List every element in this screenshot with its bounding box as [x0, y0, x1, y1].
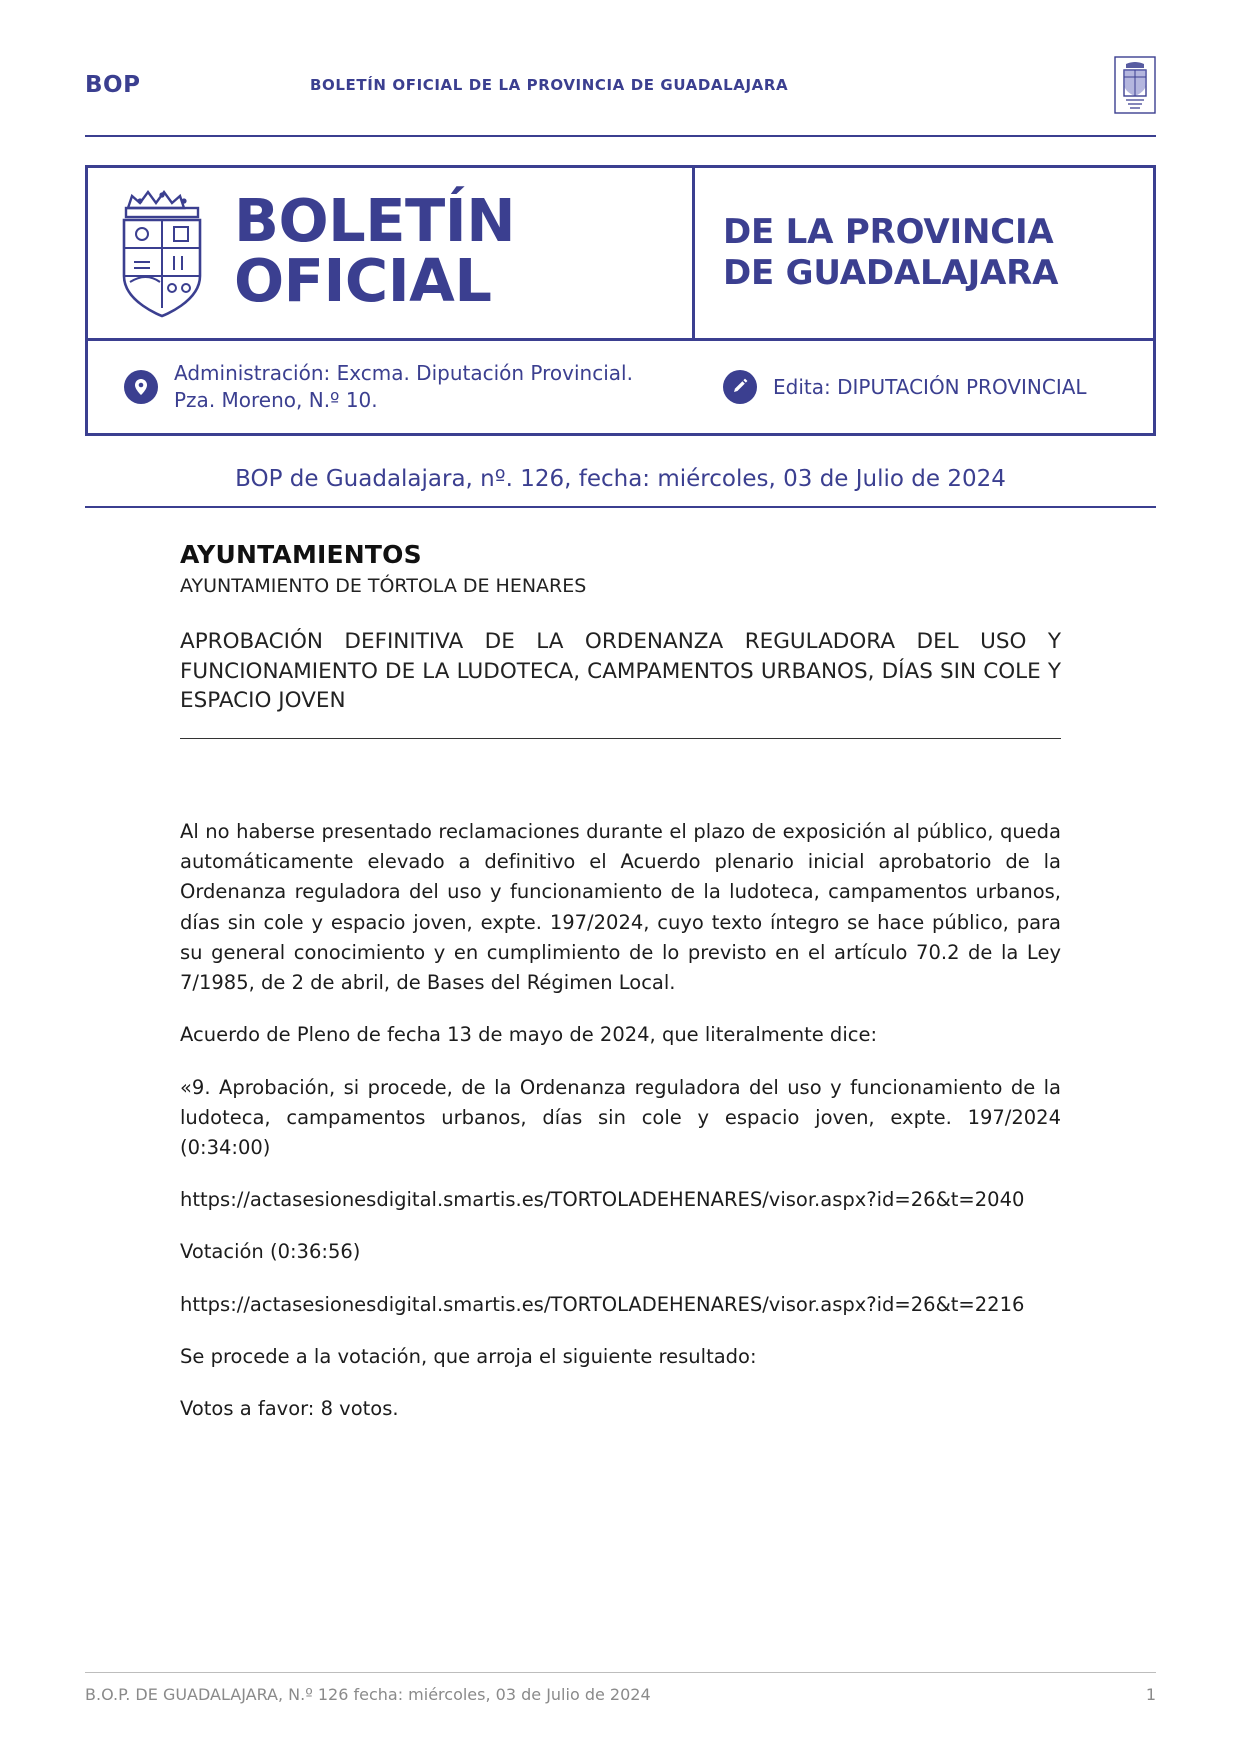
masthead-editor [695, 370, 1153, 404]
masthead-administration [88, 360, 695, 414]
header-divider [85, 135, 1156, 137]
title-divider [180, 738, 1061, 739]
admin-line-2: Pza. Moreno, N.º 10. [174, 388, 378, 412]
paragraph: Acuerdo de Pleno de fecha 13 de mayo de 2024, que literalmente dice: [180, 1023, 878, 1047]
masthead-editor-text: Edita: DIPUTACIÓN PROVINCIAL [773, 375, 1087, 399]
paragraph: Votos a favor: 8 votos. [180, 1397, 399, 1421]
masthead-box [85, 165, 1156, 436]
provincial-shield-icon [88, 168, 228, 338]
entity-name: AYUNTAMIENTO DE TÓRTOLA DE HENARES [180, 575, 587, 597]
footer-divider [85, 1672, 1156, 1673]
coat-of-arms-icon [1114, 56, 1156, 114]
paragraph: «9. Aprobación, si procede, de la Ordenanza reguladora del uso y funcionamiento de la ludoteca, campamentos urbanos, días sin cole y espacio joven, expte. 197/2024 (0:34:00) [180, 1075, 1061, 1159]
masthead-administration-text [174, 360, 633, 414]
footer-left-text: B.O.P. DE GUADALAJARA, N.º 126 fecha: miércoles, 03 de Julio de 2024 [85, 1685, 651, 1704]
masthead-boletin-line1: BOLETÍN [234, 185, 516, 255]
paragraph-url[interactable]: https://actasesionesdigital.smartis.es/TORTOLADEHENARES/visor.aspx?id=26&t=2040 [180, 1188, 1025, 1212]
paragraph-url[interactable]: https://actasesionesdigital.smartis.es/TORTOLADEHENARES/visor.aspx?id=26&t=2216 [180, 1292, 1025, 1316]
document-body [180, 817, 1061, 1424]
header-bop-label: BOP [85, 72, 141, 98]
paragraph: Al no haberse presentado reclamaciones durante el plazo de exposición al público, queda automáticamente elevado a definitivo el Acuerdo plenario inicial aprobatorio de la Ordenanza reguladora del uso y funcionamiento de la ludoteca, campamentos urbanos, días sin cole y espacio joven, expte. 197/2024, cuyo texto íntegro se hace público, para su general conocimiento y en cumplimiento de lo previsto en el artículo 70.2 de la Ley 7/1985, de 2 de abril, de Bases del Régimen Local. [180, 819, 1061, 995]
issue-line: BOP de Guadalajara, nº. 126, fecha: miércoles, 03 de Julio de 2024 [235, 466, 1006, 492]
paragraph: Votación (0:36:56) [180, 1240, 361, 1264]
footer-page-number: 1 [1145, 1685, 1156, 1704]
masthead-boletin-title [228, 168, 695, 338]
masthead-province-line2: DE GUADALAJARA [723, 253, 1059, 293]
header-official-title: BOLETÍN OFICIAL DE LA PROVINCIA DE GUADALAJARA [310, 76, 789, 94]
page-footer [85, 1672, 1156, 1704]
document-content [85, 540, 1156, 1424]
document-title: APROBACIÓN DEFINITIVA DE LA ORDENANZA REGULADORA DEL USO Y FUNCIONAMIENTO DE LA LUDOTECA, CAMPAMENTOS URBANOS, DÍAS SIN COLE Y ESPACIO JOVEN [180, 629, 1061, 714]
admin-line-1: Administración: Excma. Diputación Provincial. [174, 361, 633, 385]
pencil-icon [723, 370, 757, 404]
page-header [85, 0, 1156, 125]
masthead-boletin-line2: OFICIAL [234, 246, 492, 315]
location-pin-icon [124, 370, 158, 404]
masthead-province-title [695, 168, 1153, 338]
section-heading: AYUNTAMIENTOS [180, 540, 422, 569]
paragraph: Se procede a la votación, que arroja el siguiente resultado: [180, 1344, 757, 1368]
issue-divider [85, 506, 1156, 508]
masthead-province-line1: DE LA PROVINCIA [723, 211, 1054, 252]
